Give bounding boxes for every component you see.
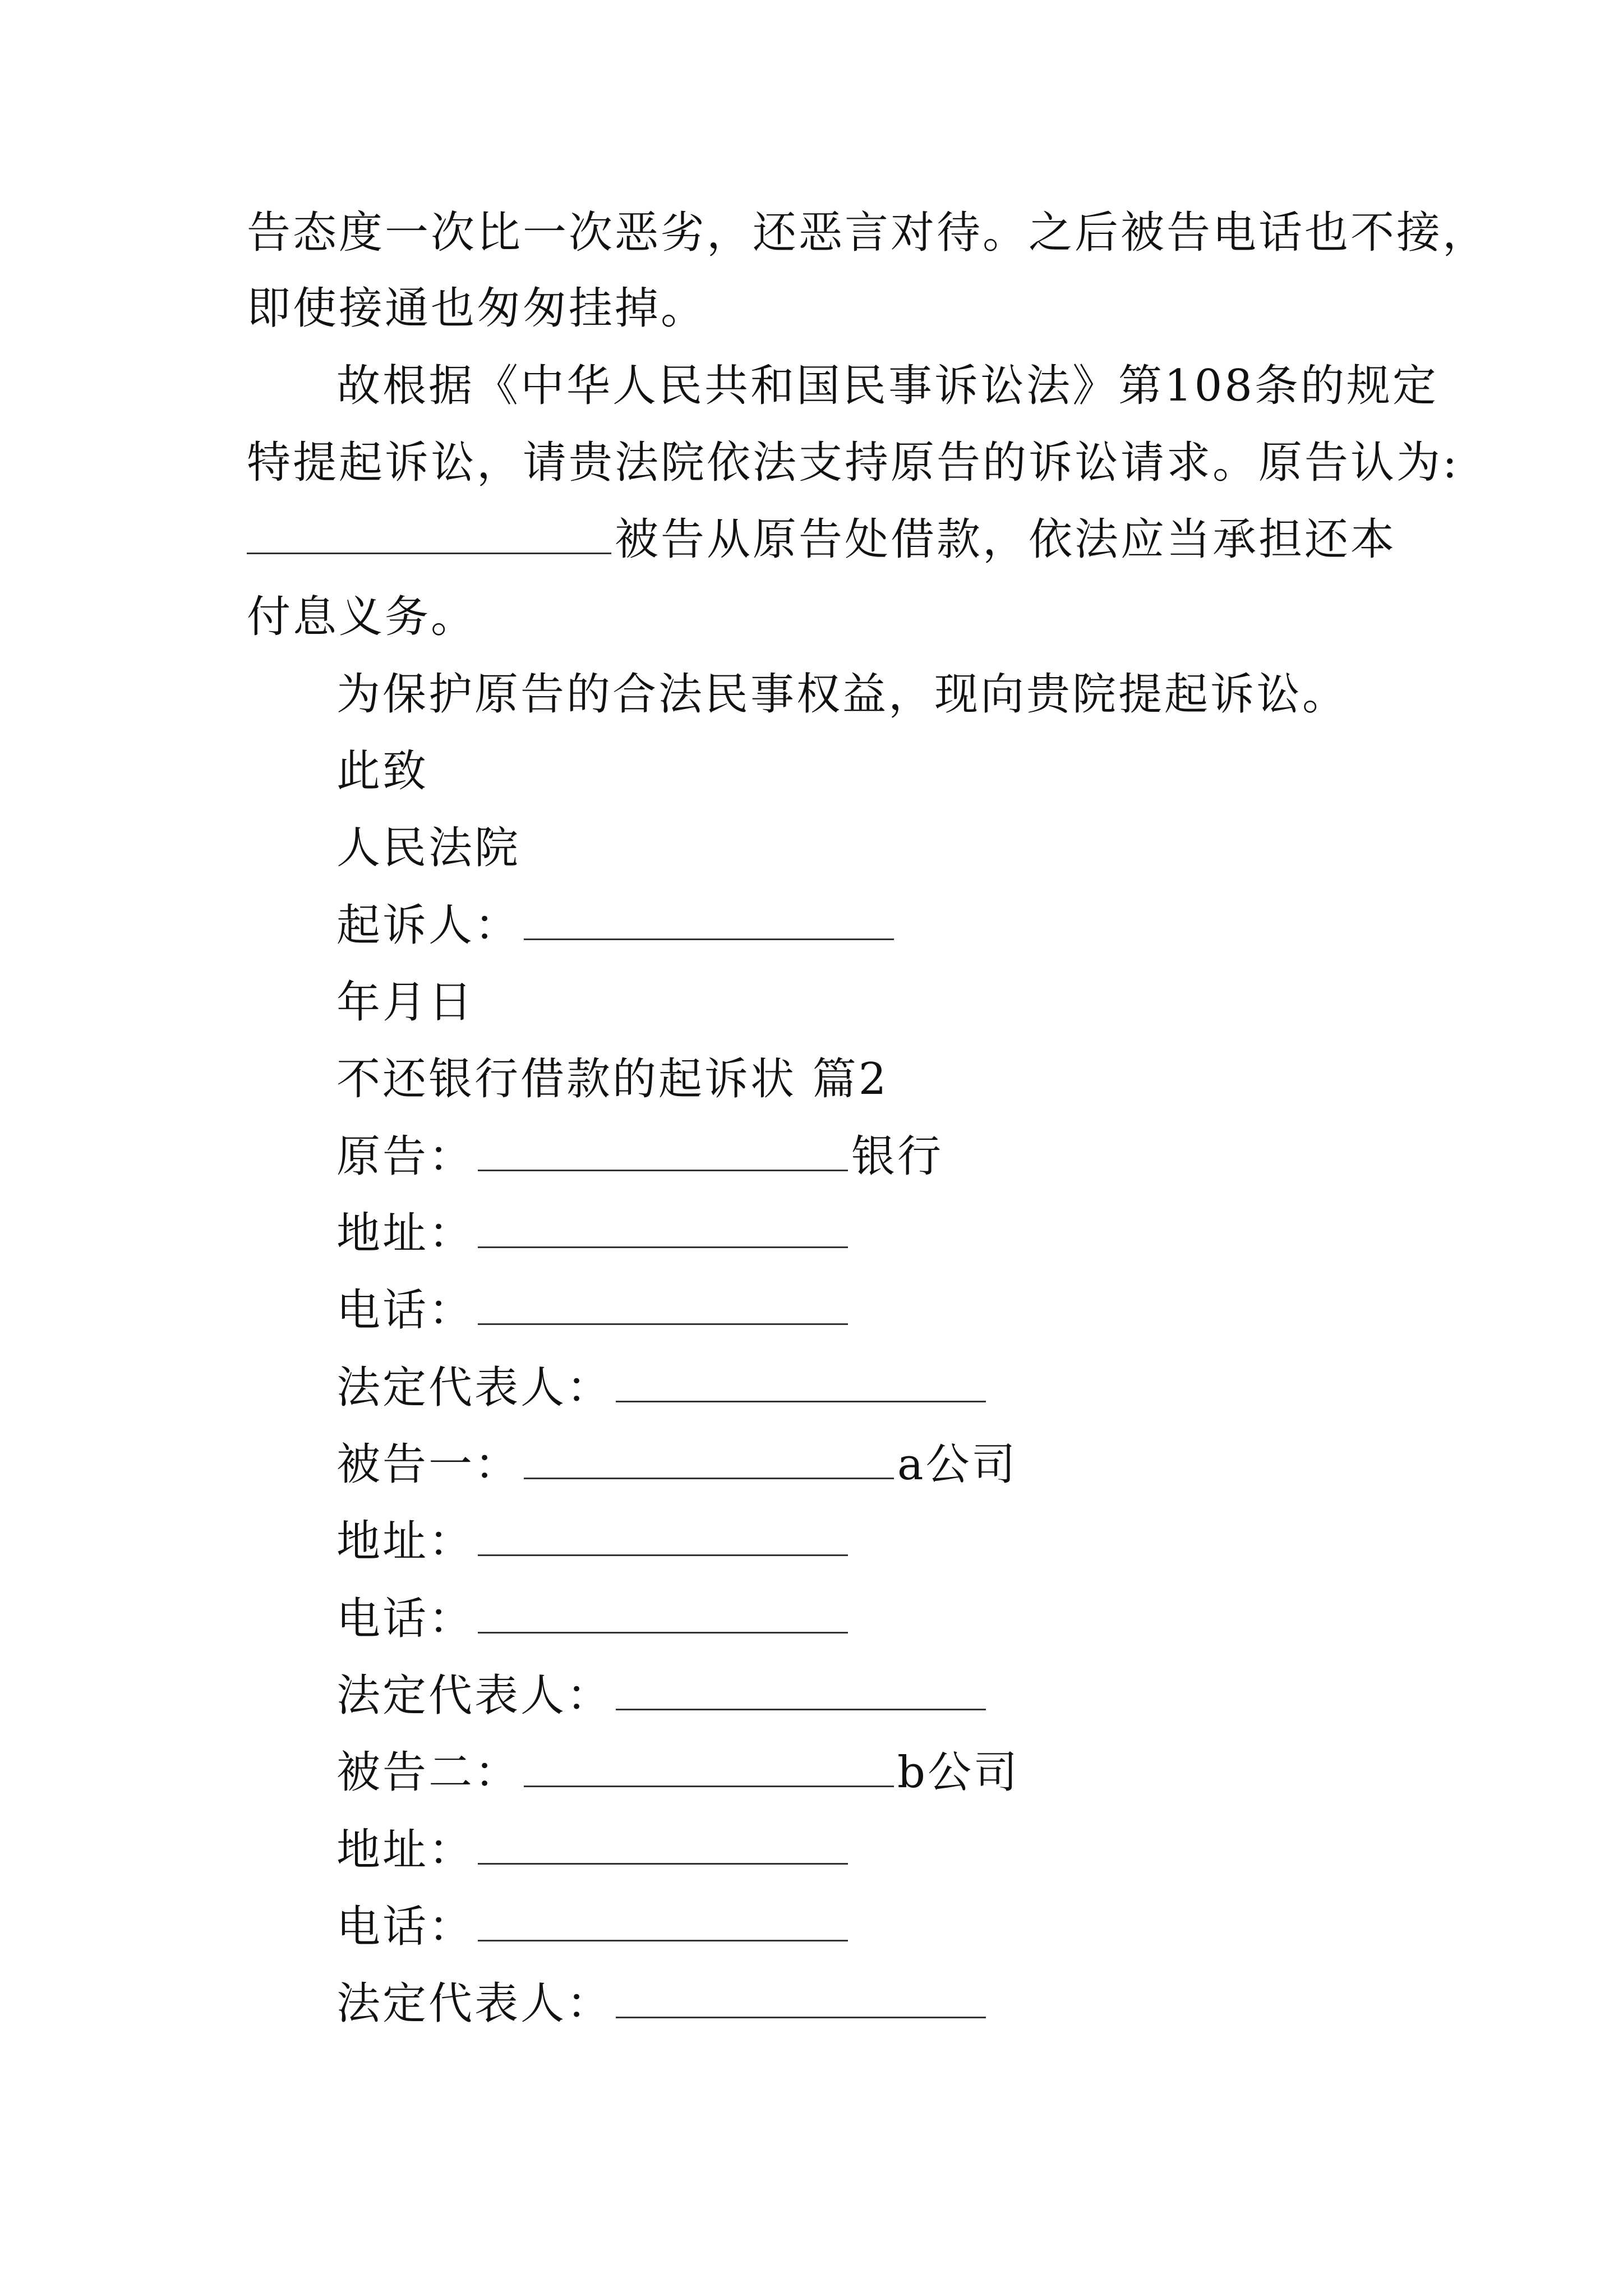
defendant-2-line — [336, 1745, 1020, 1801]
paragraph-3: 为保护原告的合法民事权益，现向贵院提起诉讼。 — [336, 669, 1349, 720]
defendant-1-name-blank[interactable] — [524, 1466, 894, 1479]
defendant-1-rep-label: 法定代表人： — [336, 1671, 613, 1721]
plaintiff-address-label: 地址： — [336, 1208, 475, 1259]
defendant-2-address-blank[interactable] — [478, 1852, 848, 1865]
plaintiff-phone-line — [336, 1282, 851, 1338]
defendant-1-phone-label: 电话： — [336, 1594, 475, 1644]
defendant-2-address-line — [336, 1822, 851, 1878]
plaintiff-address-blank[interactable] — [478, 1235, 848, 1248]
paragraph-2-line-2: 特提起诉讼，请贵法院依法支持原告的诉讼请求。原告认为: — [247, 438, 1460, 488]
paragraph-1-line-2: 即使接通也匆匆挂掉。 — [247, 283, 707, 334]
defendant-2-suffix: b公司 — [897, 1747, 1020, 1798]
defendant-1-label: 被告一： — [336, 1439, 521, 1490]
defendant-2-phone-blank[interactable] — [478, 1929, 848, 1941]
paragraph-2-line-3-text: 被告从原告处借款，依法应当承担还本 — [615, 514, 1397, 565]
defendant-1-rep-blank[interactable] — [616, 1697, 986, 1710]
defendant-1-suffix: a公司 — [897, 1439, 1018, 1490]
defendant-1-phone-line — [336, 1591, 851, 1647]
defendant-2-rep-blank[interactable] — [616, 2005, 986, 2018]
defendant-2-name-blank[interactable] — [524, 1774, 894, 1787]
salutation: 此致 — [336, 746, 429, 797]
plaintiff-suffix: 银行 — [851, 1131, 944, 1182]
paragraph-2-line-4: 付息义务。 — [247, 592, 477, 642]
date-line: 年月日 — [336, 977, 475, 1028]
defendant-2-address-label: 地址： — [336, 1825, 475, 1875]
plaintiff-rep-label: 法定代表人： — [336, 1363, 613, 1413]
plaintiff-signature-line — [336, 898, 897, 954]
defendant-2-label: 被告二： — [336, 1747, 521, 1798]
plaintiff-signature-label: 起诉人： — [336, 900, 521, 951]
paragraph-2-line-3 — [247, 512, 1396, 568]
plaintiff-rep-blank[interactable] — [616, 1389, 986, 1402]
defendant-1-address-label: 地址： — [336, 1516, 475, 1567]
plaintiff-phone-label: 电话： — [336, 1285, 475, 1336]
plaintiff-label: 原告： — [336, 1131, 475, 1182]
section-title: 不还银行借款的起诉状 篇2 — [336, 1054, 889, 1105]
defendant-2-rep-line — [336, 1976, 989, 2032]
plaintiff-address-line — [336, 1205, 851, 1262]
plaintiff-signature-blank[interactable] — [524, 927, 894, 940]
plaintiff-name-blank[interactable] — [478, 1158, 848, 1171]
defendant-2-phone-line — [336, 1899, 851, 1955]
defendant-1-address-line — [336, 1513, 851, 1570]
defendant-1-phone-blank[interactable] — [478, 1621, 848, 1634]
fill-in-blank[interactable] — [247, 541, 611, 554]
defendant-2-rep-label: 法定代表人： — [336, 1978, 613, 2029]
plaintiff-rep-line — [336, 1360, 989, 1416]
paragraph-1-line-1: 告态度一次比一次恶劣，还恶言对待。之后被告电话也不接， — [247, 208, 1489, 258]
defendant-2-phone-label: 电话： — [336, 1902, 475, 1952]
plaintiff-line — [336, 1129, 943, 1185]
plaintiff-phone-blank[interactable] — [478, 1312, 848, 1325]
defendant-1-rep-line — [336, 1668, 989, 1724]
court-name: 人民法院 — [336, 823, 521, 873]
paragraph-2-line-1: 故根据《中华人民共和国民事诉讼法》第108条的规定 — [336, 361, 1438, 411]
defendant-1-line — [336, 1437, 1018, 1493]
defendant-1-address-blank[interactable] — [478, 1543, 848, 1556]
